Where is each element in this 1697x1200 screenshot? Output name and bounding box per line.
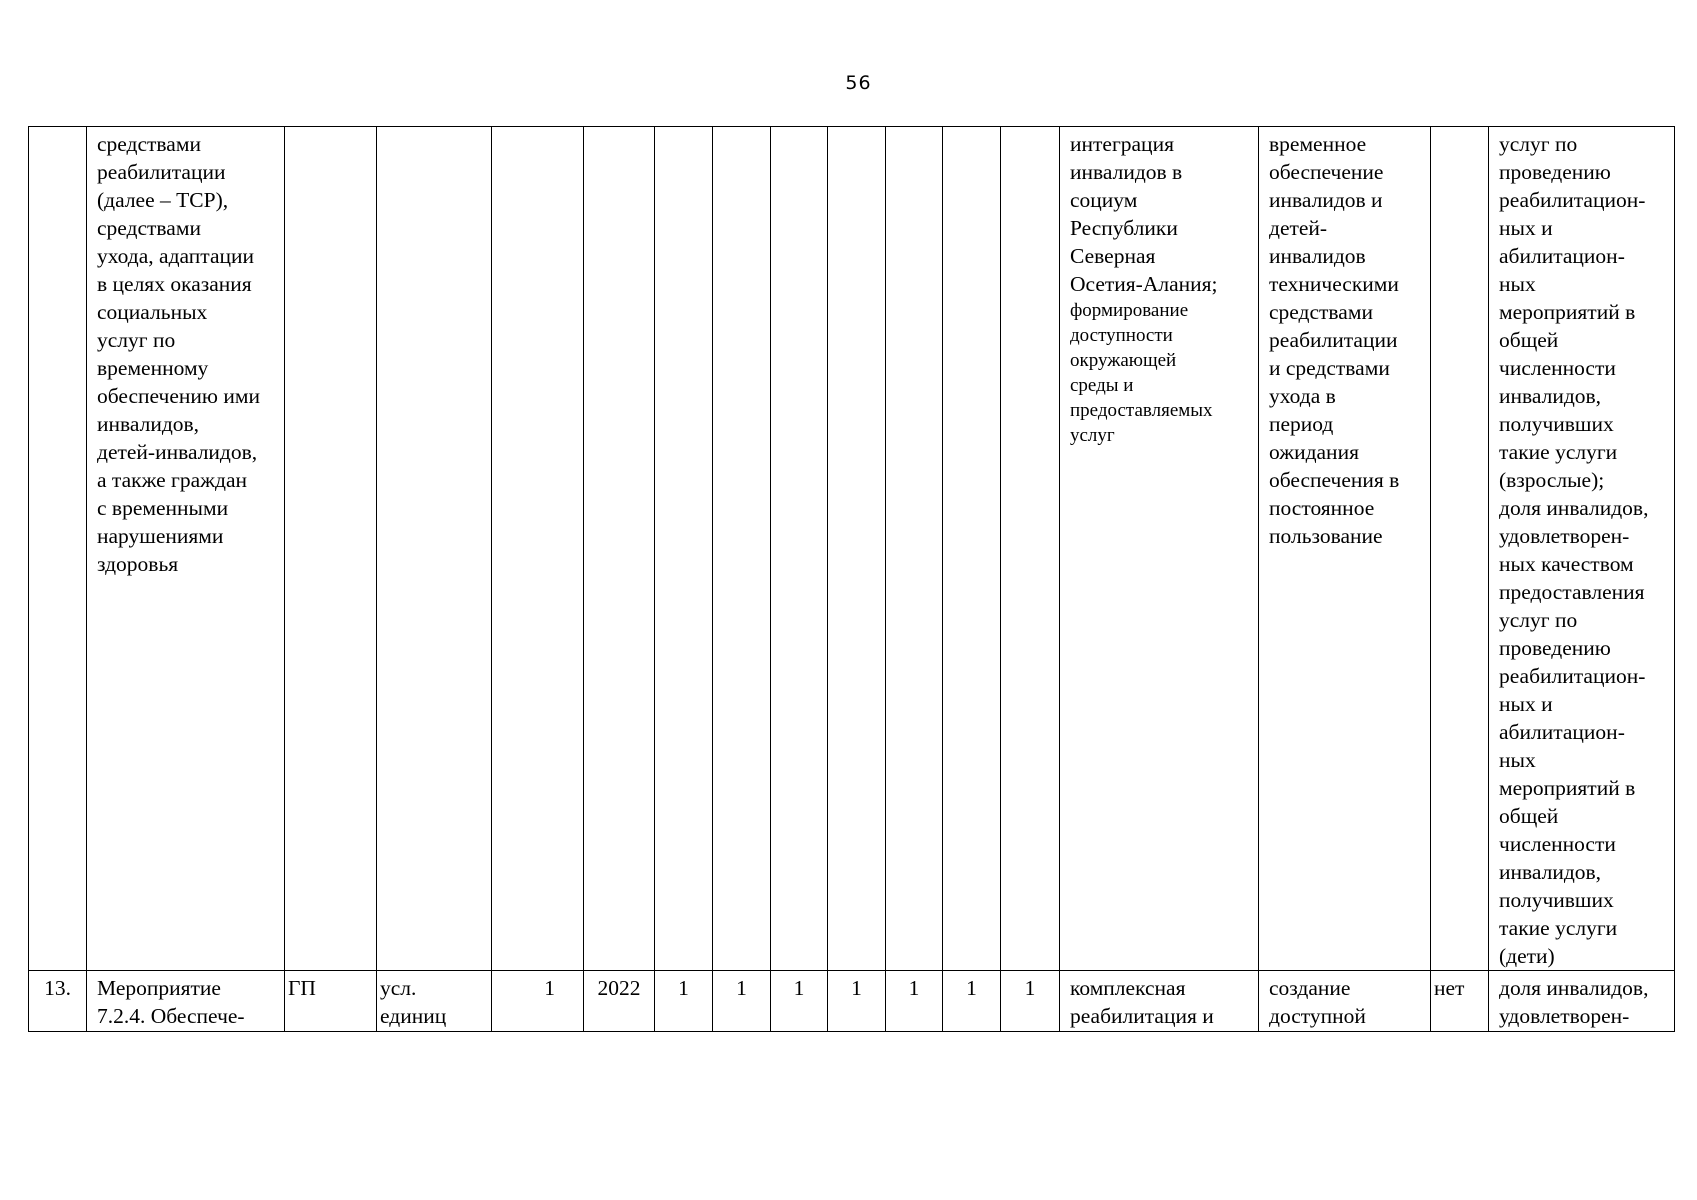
cell-index: 13.: [29, 971, 87, 1032]
cell-flag: [1431, 127, 1489, 971]
cell-result: временное обеспечение инвалидов и детей- инвалидов техническими средствами реабилитации и средствами ухода в период ожидания обеспечения в постоянное пользование: [1259, 127, 1431, 971]
cell-index: [29, 127, 87, 971]
cell-unit: усл. единиц: [377, 971, 492, 1032]
cell-year-value-2: 1: [713, 971, 771, 1032]
cell-year-value-3: [771, 127, 828, 971]
cell-year-value-1: 1: [655, 971, 713, 1032]
cell-year-value-4: [828, 127, 886, 971]
cell-year-value-7: 1: [1001, 971, 1060, 1032]
goal-text-lead: комплексная реабилитация и: [1070, 976, 1214, 1028]
cell-year: 2022: [584, 971, 655, 1032]
cell-year-value-5: [886, 127, 943, 971]
cell-flag: нет: [1431, 971, 1489, 1032]
cell-indicator: доля инвалидов, удовлетворен-: [1489, 971, 1675, 1032]
cell-year-value-6: [943, 127, 1001, 971]
goal-text-rest: формирование доступности окружающей среды и предоставляемых услуг: [1070, 300, 1213, 446]
cell-goal: [1060, 971, 1259, 1032]
cell-year-value-4: 1: [828, 971, 886, 1032]
cell-value: 1: [492, 971, 584, 1032]
cell-year-value-2: [713, 127, 771, 971]
cell-measure-name: Мероприятие 7.2.4. Обеспече-: [87, 971, 285, 1032]
cell-indicator: услуг по проведению реабилитацион- ных и абилитацион- ных мероприятий в общей численности инвалидов, получивших такие услуги (взрослые); доля инвалидов, удовлетворен- ных качеством предоставления услуг по проведению реабилитацион- ных и абилитацион- ных мероприятий в общей численности инвалидов, получивших такие услуги (дети): [1489, 127, 1675, 971]
cell-executor: [285, 127, 377, 971]
cell-unit: [377, 127, 492, 971]
cell-year-value-7: [1001, 127, 1060, 971]
cell-measure-name: средствами реабилитации (далее – ТСР), средствами ухода, адаптации в целях оказания социальных услуг по временному обеспечению ими инвалидов, детей-инвалидов, а также граждан с временными нарушениями здоровья: [87, 127, 285, 971]
cell-goal: [1060, 127, 1259, 971]
measures-table: [28, 126, 1675, 1032]
cell-year-value-5: 1: [886, 971, 943, 1032]
cell-result: создание доступной: [1259, 971, 1431, 1032]
goal-text-lead: интеграция инвалидов в социум Республики Северная Осетия-Алания;: [1070, 132, 1218, 296]
cell-executor: ГП: [285, 971, 377, 1032]
page-number: 56: [845, 72, 872, 94]
cell-year-value-6: 1: [943, 971, 1001, 1032]
cell-year: [584, 127, 655, 971]
cell-value: [492, 127, 584, 971]
cell-year-value-1: [655, 127, 713, 971]
table-row: [29, 971, 1675, 1032]
table-row: [29, 127, 1675, 971]
cell-year-value-3: 1: [771, 971, 828, 1032]
